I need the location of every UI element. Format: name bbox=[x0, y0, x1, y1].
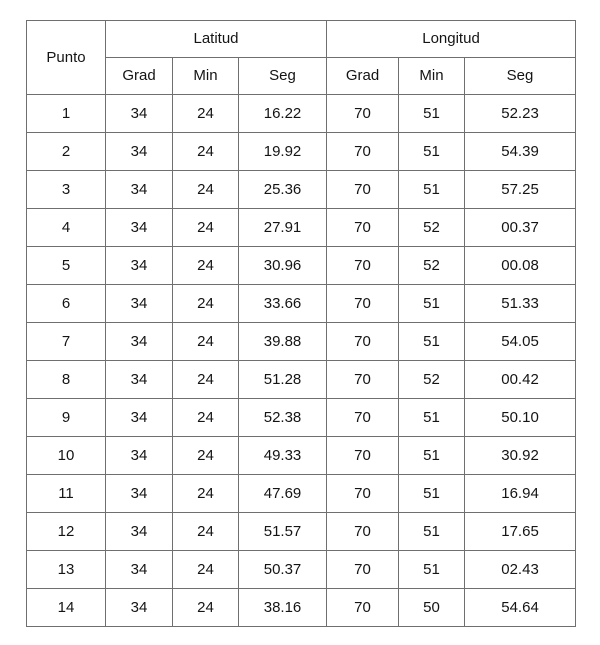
cell-lat-seg: 25.36 bbox=[239, 171, 327, 209]
cell-lon-min: 51 bbox=[399, 399, 465, 437]
cell-lat-grad: 34 bbox=[106, 285, 173, 323]
cell-lat-seg: 33.66 bbox=[239, 285, 327, 323]
cell-punto: 3 bbox=[27, 171, 106, 209]
table-row bbox=[27, 551, 576, 589]
column-group-header-latitud: Latitud bbox=[106, 21, 327, 58]
cell-lon-min: 52 bbox=[399, 209, 465, 247]
cell-lon-grad: 70 bbox=[327, 95, 399, 133]
cell-lon-seg: 57.25 bbox=[465, 171, 576, 209]
table-row bbox=[27, 437, 576, 475]
cell-punto: 4 bbox=[27, 209, 106, 247]
cell-lat-min: 24 bbox=[173, 209, 239, 247]
cell-lat-seg: 51.28 bbox=[239, 361, 327, 399]
column-header-lat-grad: Grad bbox=[106, 58, 173, 95]
cell-lon-seg: 00.42 bbox=[465, 361, 576, 399]
cell-lon-seg: 00.08 bbox=[465, 247, 576, 285]
cell-lon-min: 52 bbox=[399, 247, 465, 285]
cell-lat-seg: 47.69 bbox=[239, 475, 327, 513]
cell-lon-grad: 70 bbox=[327, 551, 399, 589]
cell-punto: 7 bbox=[27, 323, 106, 361]
cell-lat-min: 24 bbox=[173, 95, 239, 133]
cell-lon-grad: 70 bbox=[327, 133, 399, 171]
cell-lat-seg: 52.38 bbox=[239, 399, 327, 437]
cell-lon-seg: 54.39 bbox=[465, 133, 576, 171]
column-group-header-longitud: Longitud bbox=[327, 21, 576, 58]
column-header-lon-min: Min bbox=[399, 58, 465, 95]
cell-punto: 6 bbox=[27, 285, 106, 323]
cell-punto: 10 bbox=[27, 437, 106, 475]
cell-lat-min: 24 bbox=[173, 171, 239, 209]
coordinates-table bbox=[26, 20, 576, 627]
cell-lat-min: 24 bbox=[173, 323, 239, 361]
cell-lat-grad: 34 bbox=[106, 437, 173, 475]
cell-lat-grad: 34 bbox=[106, 171, 173, 209]
cell-lat-min: 24 bbox=[173, 513, 239, 551]
column-header-lon-grad: Grad bbox=[327, 58, 399, 95]
cell-lat-min: 24 bbox=[173, 589, 239, 627]
table-row bbox=[27, 285, 576, 323]
cell-lon-min: 51 bbox=[399, 285, 465, 323]
cell-lon-seg: 52.23 bbox=[465, 95, 576, 133]
cell-punto: 8 bbox=[27, 361, 106, 399]
table-body bbox=[27, 95, 576, 627]
cell-lat-min: 24 bbox=[173, 551, 239, 589]
cell-lon-grad: 70 bbox=[327, 361, 399, 399]
cell-lat-min: 24 bbox=[173, 399, 239, 437]
cell-punto: 12 bbox=[27, 513, 106, 551]
column-header-lon-seg: Seg bbox=[465, 58, 576, 95]
cell-lat-min: 24 bbox=[173, 133, 239, 171]
cell-lon-grad: 70 bbox=[327, 247, 399, 285]
cell-punto: 1 bbox=[27, 95, 106, 133]
table-header-row-groups bbox=[27, 21, 576, 58]
cell-lat-grad: 34 bbox=[106, 513, 173, 551]
cell-punto: 11 bbox=[27, 475, 106, 513]
cell-lat-seg: 51.57 bbox=[239, 513, 327, 551]
cell-lon-min: 50 bbox=[399, 589, 465, 627]
table-row bbox=[27, 323, 576, 361]
cell-lon-min: 51 bbox=[399, 95, 465, 133]
cell-lat-grad: 34 bbox=[106, 589, 173, 627]
cell-lat-grad: 34 bbox=[106, 399, 173, 437]
cell-lat-seg: 50.37 bbox=[239, 551, 327, 589]
cell-lat-grad: 34 bbox=[106, 475, 173, 513]
table-row bbox=[27, 589, 576, 627]
cell-lon-seg: 00.37 bbox=[465, 209, 576, 247]
cell-lon-min: 51 bbox=[399, 323, 465, 361]
cell-lat-seg: 30.96 bbox=[239, 247, 327, 285]
cell-lon-min: 51 bbox=[399, 551, 465, 589]
cell-lon-min: 51 bbox=[399, 133, 465, 171]
cell-lat-grad: 34 bbox=[106, 209, 173, 247]
cell-lat-grad: 34 bbox=[106, 247, 173, 285]
cell-lon-seg: 54.64 bbox=[465, 589, 576, 627]
table-header bbox=[27, 21, 576, 95]
table-row bbox=[27, 247, 576, 285]
cell-punto: 14 bbox=[27, 589, 106, 627]
cell-lon-grad: 70 bbox=[327, 171, 399, 209]
cell-lon-grad: 70 bbox=[327, 323, 399, 361]
cell-lat-grad: 34 bbox=[106, 361, 173, 399]
cell-lat-seg: 38.16 bbox=[239, 589, 327, 627]
cell-lat-seg: 16.22 bbox=[239, 95, 327, 133]
cell-lon-seg: 02.43 bbox=[465, 551, 576, 589]
cell-lon-seg: 30.92 bbox=[465, 437, 576, 475]
cell-lon-min: 51 bbox=[399, 475, 465, 513]
cell-lon-seg: 54.05 bbox=[465, 323, 576, 361]
cell-lat-seg: 27.91 bbox=[239, 209, 327, 247]
cell-punto: 9 bbox=[27, 399, 106, 437]
cell-lon-min: 51 bbox=[399, 171, 465, 209]
cell-lon-grad: 70 bbox=[327, 399, 399, 437]
cell-lon-seg: 16.94 bbox=[465, 475, 576, 513]
cell-lat-grad: 34 bbox=[106, 95, 173, 133]
cell-lon-seg: 17.65 bbox=[465, 513, 576, 551]
cell-lon-grad: 70 bbox=[327, 475, 399, 513]
cell-lon-seg: 51.33 bbox=[465, 285, 576, 323]
cell-punto: 2 bbox=[27, 133, 106, 171]
table-row bbox=[27, 133, 576, 171]
table-row bbox=[27, 361, 576, 399]
table-row bbox=[27, 399, 576, 437]
cell-lat-min: 24 bbox=[173, 437, 239, 475]
cell-lon-min: 52 bbox=[399, 361, 465, 399]
cell-lon-min: 51 bbox=[399, 513, 465, 551]
cell-lat-seg: 19.92 bbox=[239, 133, 327, 171]
cell-punto: 13 bbox=[27, 551, 106, 589]
cell-lon-min: 51 bbox=[399, 437, 465, 475]
cell-lat-min: 24 bbox=[173, 475, 239, 513]
cell-lon-grad: 70 bbox=[327, 437, 399, 475]
cell-lat-grad: 34 bbox=[106, 551, 173, 589]
cell-lat-grad: 34 bbox=[106, 323, 173, 361]
column-header-punto: Punto bbox=[27, 21, 106, 95]
cell-lon-grad: 70 bbox=[327, 513, 399, 551]
table-header-row-subheaders bbox=[27, 58, 576, 95]
cell-lon-grad: 70 bbox=[327, 589, 399, 627]
table-row bbox=[27, 209, 576, 247]
cell-lat-min: 24 bbox=[173, 361, 239, 399]
table-row bbox=[27, 171, 576, 209]
cell-lon-grad: 70 bbox=[327, 285, 399, 323]
column-header-lat-seg: Seg bbox=[239, 58, 327, 95]
cell-lat-seg: 49.33 bbox=[239, 437, 327, 475]
cell-punto: 5 bbox=[27, 247, 106, 285]
table-row bbox=[27, 475, 576, 513]
cell-lon-grad: 70 bbox=[327, 209, 399, 247]
table-row bbox=[27, 513, 576, 551]
cell-lon-seg: 50.10 bbox=[465, 399, 576, 437]
column-header-lat-min: Min bbox=[173, 58, 239, 95]
cell-lat-min: 24 bbox=[173, 247, 239, 285]
cell-lat-min: 24 bbox=[173, 285, 239, 323]
cell-lat-grad: 34 bbox=[106, 133, 173, 171]
cell-lat-seg: 39.88 bbox=[239, 323, 327, 361]
table-row bbox=[27, 95, 576, 133]
